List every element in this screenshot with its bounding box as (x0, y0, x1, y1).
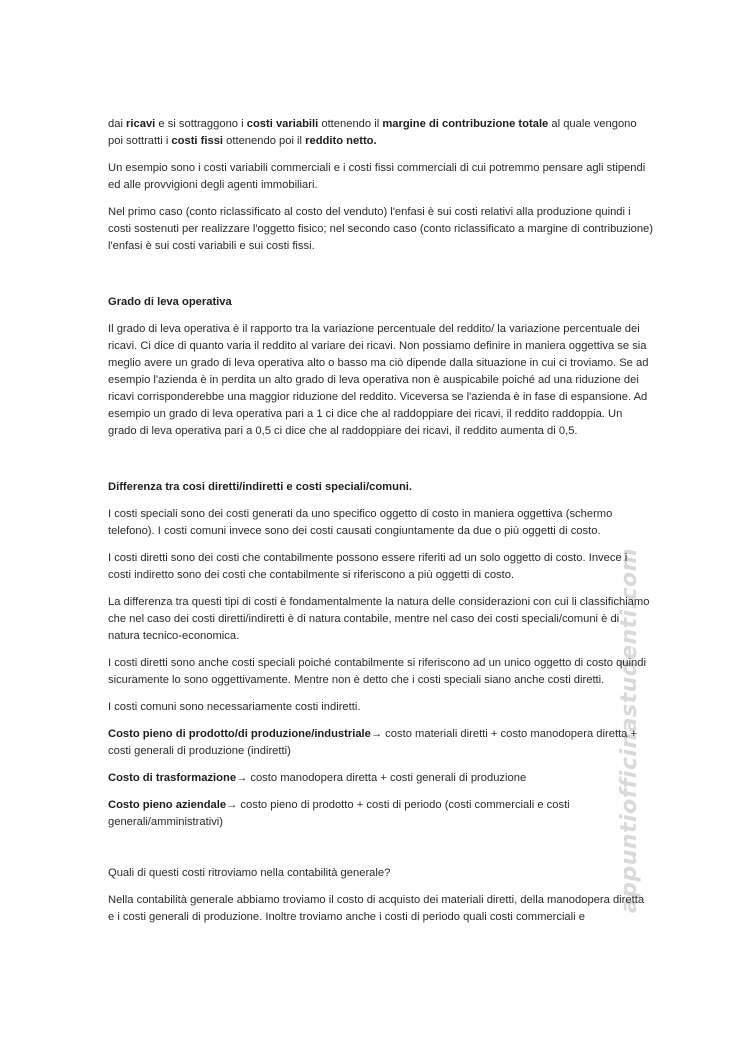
definition-text: costo manodopera diretta + costi generali di produzione (247, 772, 527, 784)
arrow-icon: → (226, 799, 238, 811)
term-costi-variabili: costi variabili (246, 118, 319, 130)
definition-term: Costo pieno aziendale (108, 799, 227, 811)
section-heading-leva: Grado di leva operativa (108, 296, 232, 308)
paragraph-differenza: La differenza tra questi tipi di costi è fondamentalmente la natura delle considerazioni con cui li classifichiamo che nel caso dei costi diretti/indiretti è di natura contabile, mentre nel caso dei costi speciali/comuni è di natura tecnico-economica. (108, 596, 650, 642)
definition-costo-pieno-aziendale (108, 797, 653, 831)
document-body (108, 116, 653, 936)
paragraph-costi-speciali: I costi speciali sono dei costi generati da uno specifico oggetto di costo in maniera oggettiva (schermo telefono). I costi comuni invece sono dei costi causati congiuntamente da due o più oggetti di costo. (108, 508, 613, 537)
paragraph-contabilita-generale: Nella contabilità generale abbiamo troviamo il costo di acquisto dei materiali diretti, della manodopera diretta e i costi generali di produzione. Inoltre troviamo anche i costi di periodo quali costi commerciali e (108, 894, 645, 923)
term-ricavi: ricavi (126, 118, 156, 130)
definition-costo-pieno-prodotto (108, 726, 653, 760)
term-margine-contribuzione: margine di contribuzione totale (382, 118, 549, 130)
watermark-text: appuntiofficinastudenti.com (617, 547, 643, 913)
definition-term: Costo di trasformazione (108, 772, 237, 784)
paragraph-costi-comuni: I costi comuni sono necessariamente costi indiretti. (108, 701, 361, 713)
definition-costo-trasformazione (108, 770, 653, 787)
definition-text: costo pieno di prodotto + costi di periodo (costi commerciali e costi generali/amministrativi) (108, 799, 570, 828)
paragraph-costi-diretti: I costi diretti sono dei costi che contabilmente possono essere riferiti ad un solo oggetto di costo. Invece i costi indiretto sono dei costi che contabilmente si riferiscono a più oggetti di costo. (108, 552, 628, 581)
paragraph-comparison: Nel primo caso (conto riclassificato al costo del venduto) l'enfasi è sui costi relativi alla produzione quindi i costi sostenuti per realizzare l'oggetto fisico; nel secondo caso (conto riclassificato a margine di contribuzione) l'enfasi è sui costi variabili e sui costi fissi. (108, 206, 654, 252)
arrow-icon: → (370, 728, 383, 740)
section-heading-differenza: Differenza tra cosi diretti/indiretti e costi speciali/comuni. (108, 481, 413, 493)
definition-term: Costo pieno di prodotto/di produzione/industriale (108, 728, 371, 740)
definition-text: costo materiali diretti + costo manodopera diretta + costi generali di produzione (indiretti) (108, 728, 638, 757)
term-reddito-netto: reddito netto. (305, 135, 377, 147)
paragraph-example: Un esempio sono i costi variabili commerciali e i costi fissi commerciali di cui potremmo pensare agli stipendi ed alle provvigioni degli agenti immobiliari. (108, 162, 646, 191)
arrow-icon: → (236, 772, 248, 784)
question-contabilita-generale: Quali di questi costi ritroviamo nella contabilità generale? (108, 867, 391, 879)
paragraph-income-statement: dai ricavi e si sottraggono i costi variabili ottenendo il margine di contribuzione totale al quale vengono poi sottratti i costi fissi ottenendo poi il reddito netto. (108, 118, 637, 147)
term-costi-fissi: costi fissi (171, 135, 224, 147)
paragraph-leva-operativa: Il grado di leva operativa è il rapporto tra la variazione percentuale del reddito/ la variazione percentuale dei ricavi. Ci dice di quanto varia il reddito al variare dei ricavi. Non possiamo definire in maniera oggettiva se sia meglio avere un grado di leva operativa alto o basso ma ciò dipende dalla situazione in cui ci troviamo. Se ad esempio l'azienda è in perdita un alto grado di leva operativa non è auspicabile poiché ad una riduzione dei ricavi corrisponderebbe una maggior riduzione del reddito. Viceversa se l'azienda è in fase di espansione. Ad esempio un grado di leva operativa pari a 1 ci dice che al raddoppiare dei ricavi, il reddito raddoppia. Un grado di leva operativa pari a 0,5 ci dice che al raddoppiare dei ricavi, il reddito aumenta di 0,5. (108, 323, 649, 437)
paragraph-diretti-speciali: I costi diretti sono anche costi speciali poiché contabilmente si riferiscono ad un unico oggetto di costo quindi sicuramente lo sono oggettivamente. Mentre non è detto che i costi speciali siano anche costi diretti. (108, 657, 646, 686)
